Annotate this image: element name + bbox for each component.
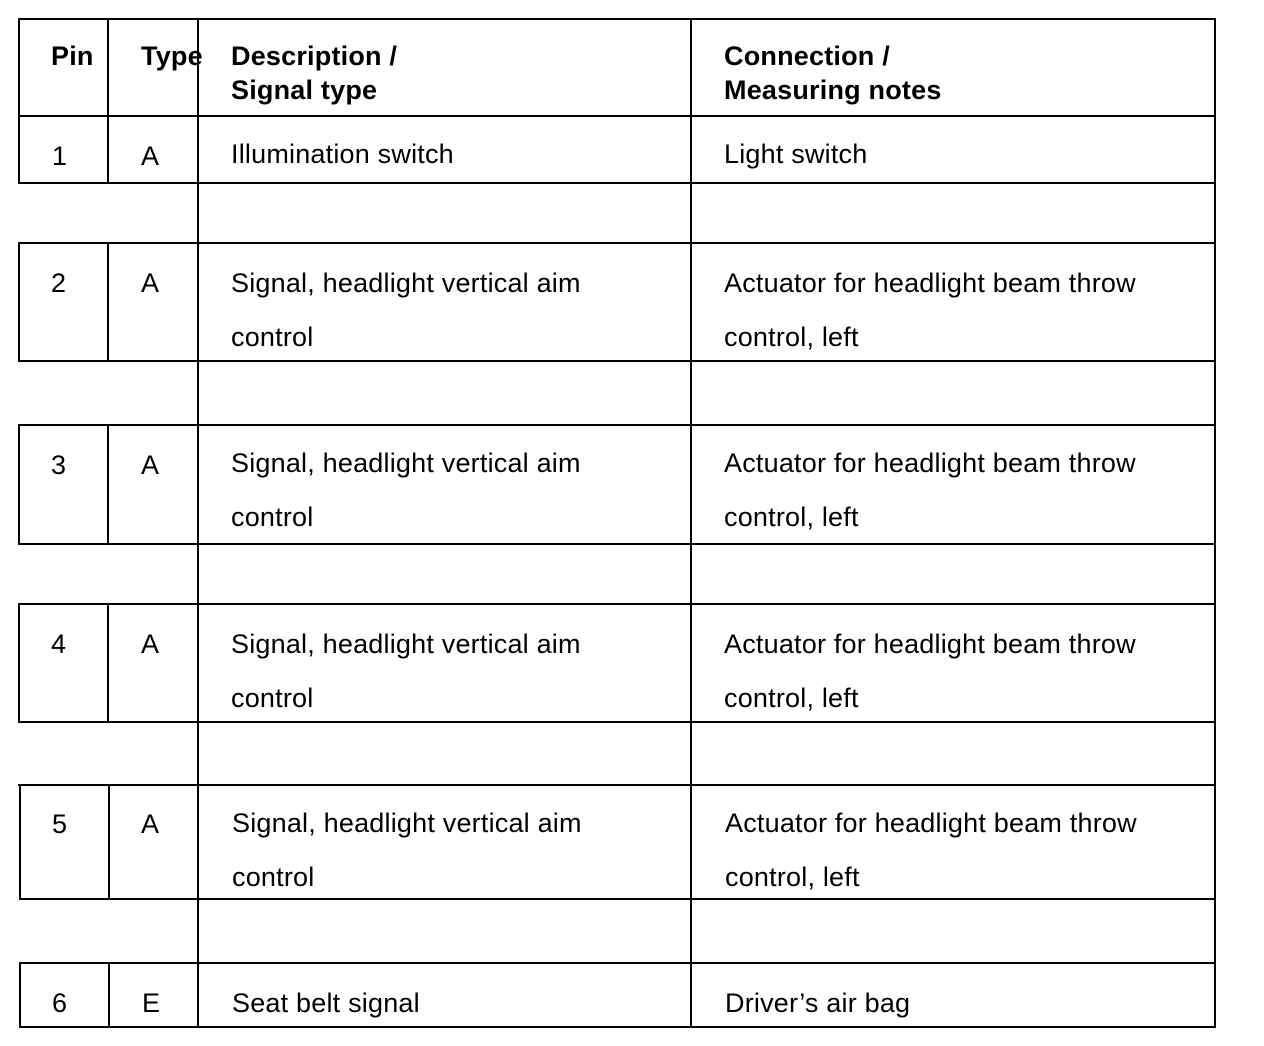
row-1-pin: 1 — [52, 141, 68, 171]
row-3-type: A — [141, 450, 160, 480]
pin-column-divider — [108, 962, 110, 1028]
pin-column-divider — [107, 242, 109, 362]
table-bottom-border — [19, 1026, 1216, 1028]
row-5-connection — [725, 796, 1137, 904]
header-description — [231, 39, 397, 107]
pin-column-divider — [107, 18, 109, 184]
row-2-description — [231, 256, 581, 364]
row-border — [19, 962, 1216, 964]
row-border — [18, 424, 1216, 426]
row-4-connection — [724, 617, 1136, 725]
row-4-connection-line1: Actuator for headlight beam throw — [724, 629, 1136, 659]
row-3-description — [231, 436, 581, 544]
row-4-type: A — [141, 629, 160, 659]
pin-column-divider — [108, 784, 110, 900]
header-pin: Pin — [51, 41, 94, 71]
table-left-border — [18, 18, 20, 184]
row-2-description-line1: Signal, headlight vertical aim — [231, 268, 581, 298]
header-description-line1: Description / — [231, 41, 398, 71]
row-2-connection-line1: Actuator for headlight beam throw — [724, 268, 1136, 298]
row-6-description: Seat belt signal — [232, 988, 420, 1018]
row-5-description-line1: Signal, headlight vertical aim — [232, 808, 582, 838]
row-border — [18, 784, 1216, 786]
table-left-border — [18, 425, 20, 545]
header-connection-line2: Measuring notes — [724, 75, 942, 105]
row-3-connection-line1: Actuator for headlight beam throw — [724, 448, 1136, 478]
table-left-border — [18, 242, 20, 362]
row-border — [18, 603, 1216, 605]
row-6-type: E — [142, 988, 161, 1018]
row-3-description-line2: control — [231, 502, 314, 532]
pin-column-divider — [107, 425, 109, 545]
row-4-pin: 4 — [51, 629, 67, 659]
row-5-type: A — [141, 809, 160, 839]
row-2-pin: 2 — [51, 268, 67, 298]
row-5-pin: 5 — [52, 809, 68, 839]
type-column-divider — [197, 18, 199, 1028]
row-4-description — [231, 617, 581, 725]
row-1-description: Illumination switch — [231, 139, 454, 169]
row-2-connection-line2: control, left — [724, 322, 859, 352]
row-4-connection-line2: control, left — [724, 683, 859, 713]
pin-column-divider — [107, 603, 109, 723]
header-description-line2: Signal type — [231, 75, 378, 105]
table-left-border — [19, 784, 21, 900]
table-top-border — [18, 18, 1216, 20]
row-4-description-line1: Signal, headlight vertical aim — [231, 629, 581, 659]
header-bottom-border — [18, 115, 1216, 117]
header-type: Type — [141, 41, 203, 71]
row-5-connection-line2: control, left — [725, 862, 860, 892]
row-1-type: A — [141, 141, 160, 171]
header-connection — [724, 39, 942, 107]
row-6-pin: 6 — [52, 988, 68, 1018]
table-right-border — [1214, 18, 1216, 1028]
row-3-pin: 3 — [51, 450, 67, 480]
row-2-description-line2: control — [231, 322, 314, 352]
row-3-description-line1: Signal, headlight vertical aim — [231, 448, 581, 478]
description-column-divider — [690, 18, 692, 1028]
row-border — [18, 242, 1216, 244]
row-border — [18, 182, 1216, 184]
table-left-border — [19, 962, 21, 1028]
row-3-connection-line2: control, left — [724, 502, 859, 532]
row-2-connection — [724, 256, 1136, 364]
row-3-connection — [724, 436, 1136, 544]
row-5-description-line2: control — [232, 862, 315, 892]
row-6-connection: Driver’s air bag — [725, 988, 911, 1018]
row-5-connection-line1: Actuator for headlight beam throw — [725, 808, 1137, 838]
row-5-description — [232, 796, 582, 904]
row-4-description-line2: control — [231, 683, 314, 713]
table-left-border — [18, 603, 20, 723]
row-2-type: A — [141, 268, 160, 298]
header-connection-line1: Connection / — [724, 41, 890, 71]
row-1-connection: Light switch — [724, 139, 868, 169]
